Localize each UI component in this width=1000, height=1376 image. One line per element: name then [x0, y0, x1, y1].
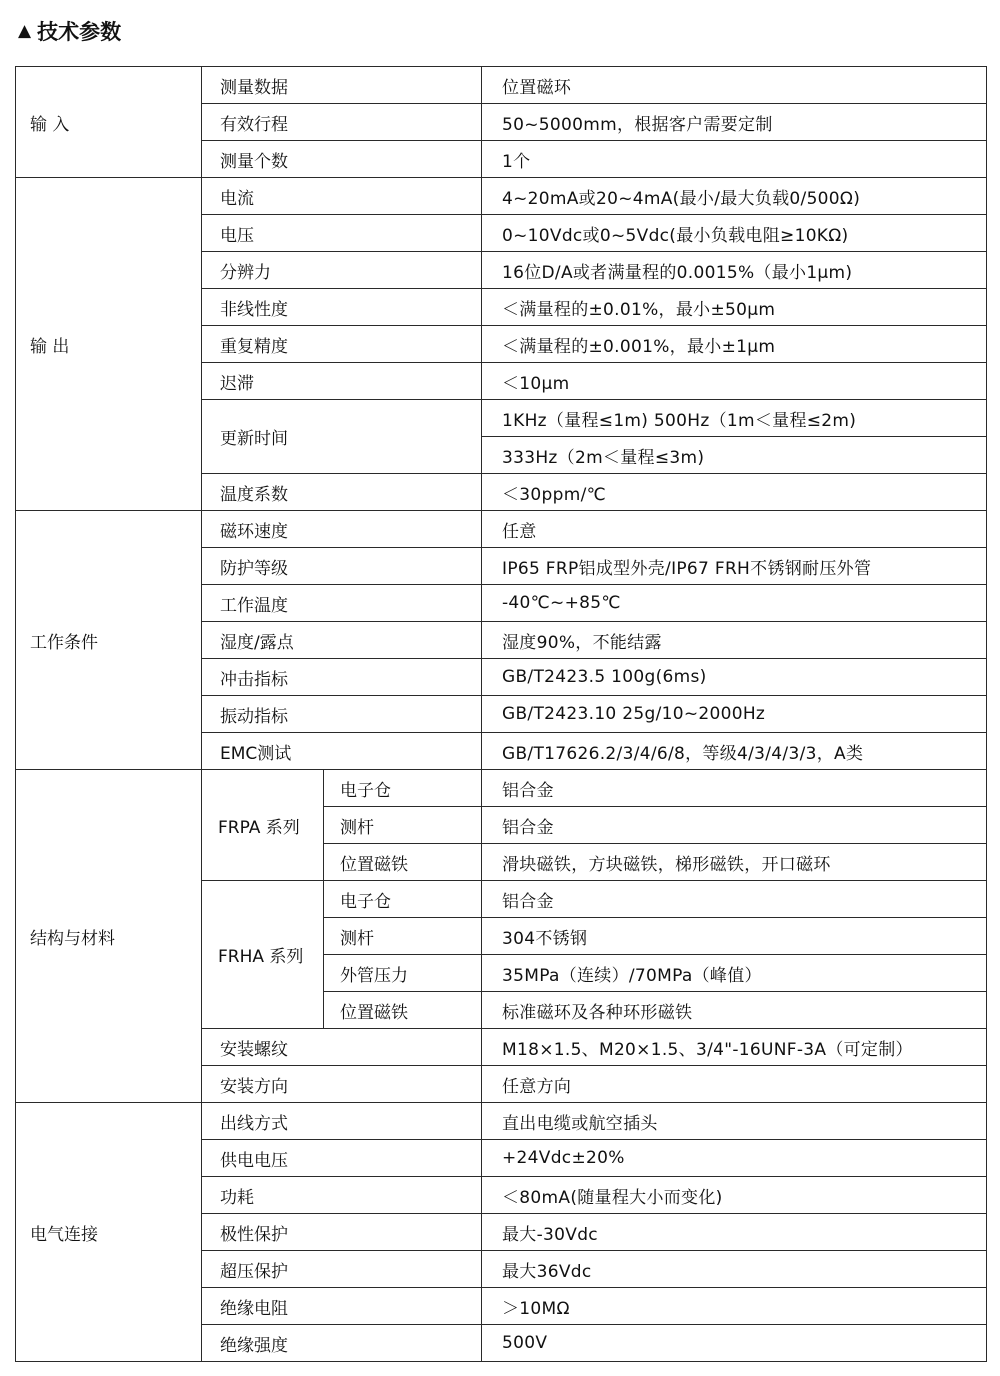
param-cell-update-time: 更新时间: [202, 400, 482, 474]
value-cell: 0~10Vdc或0~5Vdc(最小负载电阻≥10KΩ): [482, 215, 987, 252]
category-structure: 结构与材料: [16, 770, 202, 1103]
param-cell: 电流: [202, 178, 482, 215]
param-cell: 工作温度: [202, 585, 482, 622]
param-cell: 温度系数: [202, 474, 482, 511]
value-cell: GB/T17626.2/3/4/6/8，等级4/3/4/3/3，A类: [482, 733, 987, 770]
value-cell: ＜30ppm/℃: [482, 474, 987, 511]
value-cell: 500V: [482, 1325, 987, 1362]
value-cell: +24Vdc±20%: [482, 1140, 987, 1177]
series-frha: FRHA 系列: [202, 881, 324, 1029]
value-cell: 铝合金: [482, 807, 987, 844]
param-cell: 出线方式: [202, 1103, 482, 1140]
value-cell: 304不锈钢: [482, 918, 987, 955]
param-cell: 防护等级: [202, 548, 482, 585]
param-cell: 电子仓: [324, 770, 482, 807]
value-cell: 滑块磁铁，方块磁铁，梯形磁铁，开口磁环: [482, 844, 987, 881]
param-cell: 极性保护: [202, 1214, 482, 1251]
section-heading: [18, 16, 121, 46]
category-electrical: 电气连接: [16, 1103, 202, 1362]
triangle-icon: ▲: [18, 21, 32, 41]
value-cell: 35MPa（连续）/70MPa（峰值）: [482, 955, 987, 992]
param-cell: 有效行程: [202, 104, 482, 141]
value-cell: 标准磁环及各种环形磁铁: [482, 992, 987, 1029]
param-cell: EMC测试: [202, 733, 482, 770]
value-cell: GB/T2423.10 25g/10~2000Hz: [482, 696, 987, 733]
value-cell: ＜满量程的±0.001%，最小±1μm: [482, 326, 987, 363]
param-cell: 分辨力: [202, 252, 482, 289]
param-cell: 电压: [202, 215, 482, 252]
value-cell: 湿度90%，不能结露: [482, 622, 987, 659]
value-cell: 1KHz（量程≤1m) 500Hz（1m＜量程≤2m): [482, 400, 987, 437]
param-cell: 绝缘强度: [202, 1325, 482, 1362]
value-cell: 50~5000mm，根据客户需要定制: [482, 104, 987, 141]
param-cell: 电子仓: [324, 881, 482, 918]
value-cell: 任意方向: [482, 1066, 987, 1103]
param-cell: 测量个数: [202, 141, 482, 178]
value-cell: GB/T2423.5 100g(6ms): [482, 659, 987, 696]
param-cell: 外管压力: [324, 955, 482, 992]
table-row: [16, 770, 987, 807]
value-cell: M18×1.5、M20×1.5、3/4"-16UNF-3A（可定制）: [482, 1029, 987, 1066]
value-cell: -40℃~+85℃: [482, 585, 987, 622]
param-cell: 安装方向: [202, 1066, 482, 1103]
value-cell: IP65 FRP铝成型外壳/IP67 FRH不锈钢耐压外管: [482, 548, 987, 585]
param-cell: 绝缘电阻: [202, 1288, 482, 1325]
param-cell: 测杆: [324, 807, 482, 844]
param-cell: 测量数据: [202, 67, 482, 104]
value-cell: ＜10μm: [482, 363, 987, 400]
param-cell: 磁环速度: [202, 511, 482, 548]
category-output: 输 出: [16, 178, 202, 511]
series-frpa: FRPA 系列: [202, 770, 324, 881]
table-row: [16, 1103, 987, 1140]
param-cell: 迟滞: [202, 363, 482, 400]
value-cell: 4~20mA或20~4mA(最小/最大负载0/500Ω): [482, 178, 987, 215]
table-row: [16, 511, 987, 548]
value-cell: ＜满量程的±0.01%，最小±50μm: [482, 289, 987, 326]
value-cell: 铝合金: [482, 770, 987, 807]
value-cell: 铝合金: [482, 881, 987, 918]
section-title: 技术参数: [37, 20, 122, 44]
param-cell: 供电电压: [202, 1140, 482, 1177]
param-cell: 重复精度: [202, 326, 482, 363]
value-cell: 16位D/A或者满量程的0.0015%（最小1μm): [482, 252, 987, 289]
category-input: 输 入: [16, 67, 202, 178]
value-cell: ＞10MΩ: [482, 1288, 987, 1325]
param-cell: 超压保护: [202, 1251, 482, 1288]
value-cell: 任意: [482, 511, 987, 548]
param-cell: 湿度/露点: [202, 622, 482, 659]
value-cell: 最大-30Vdc: [482, 1214, 987, 1251]
value-cell: 位置磁环: [482, 67, 987, 104]
table-row: [16, 178, 987, 215]
table-row: [16, 67, 987, 104]
param-cell: 非线性度: [202, 289, 482, 326]
category-working: 工作条件: [16, 511, 202, 770]
value-cell: 直出电缆或航空插头: [482, 1103, 987, 1140]
spec-table: [15, 66, 987, 1362]
param-cell: 位置磁铁: [324, 844, 482, 881]
value-cell: 最大36Vdc: [482, 1251, 987, 1288]
param-cell: 位置磁铁: [324, 992, 482, 1029]
param-cell: 测杆: [324, 918, 482, 955]
value-cell: ＜80mA(随量程大小而变化): [482, 1177, 987, 1214]
param-cell: 功耗: [202, 1177, 482, 1214]
param-cell: 冲击指标: [202, 659, 482, 696]
value-cell: 333Hz（2m＜量程≤3m): [482, 437, 987, 474]
value-cell: 1个: [482, 141, 987, 178]
param-cell: 振动指标: [202, 696, 482, 733]
param-cell: 安装螺纹: [202, 1029, 482, 1066]
